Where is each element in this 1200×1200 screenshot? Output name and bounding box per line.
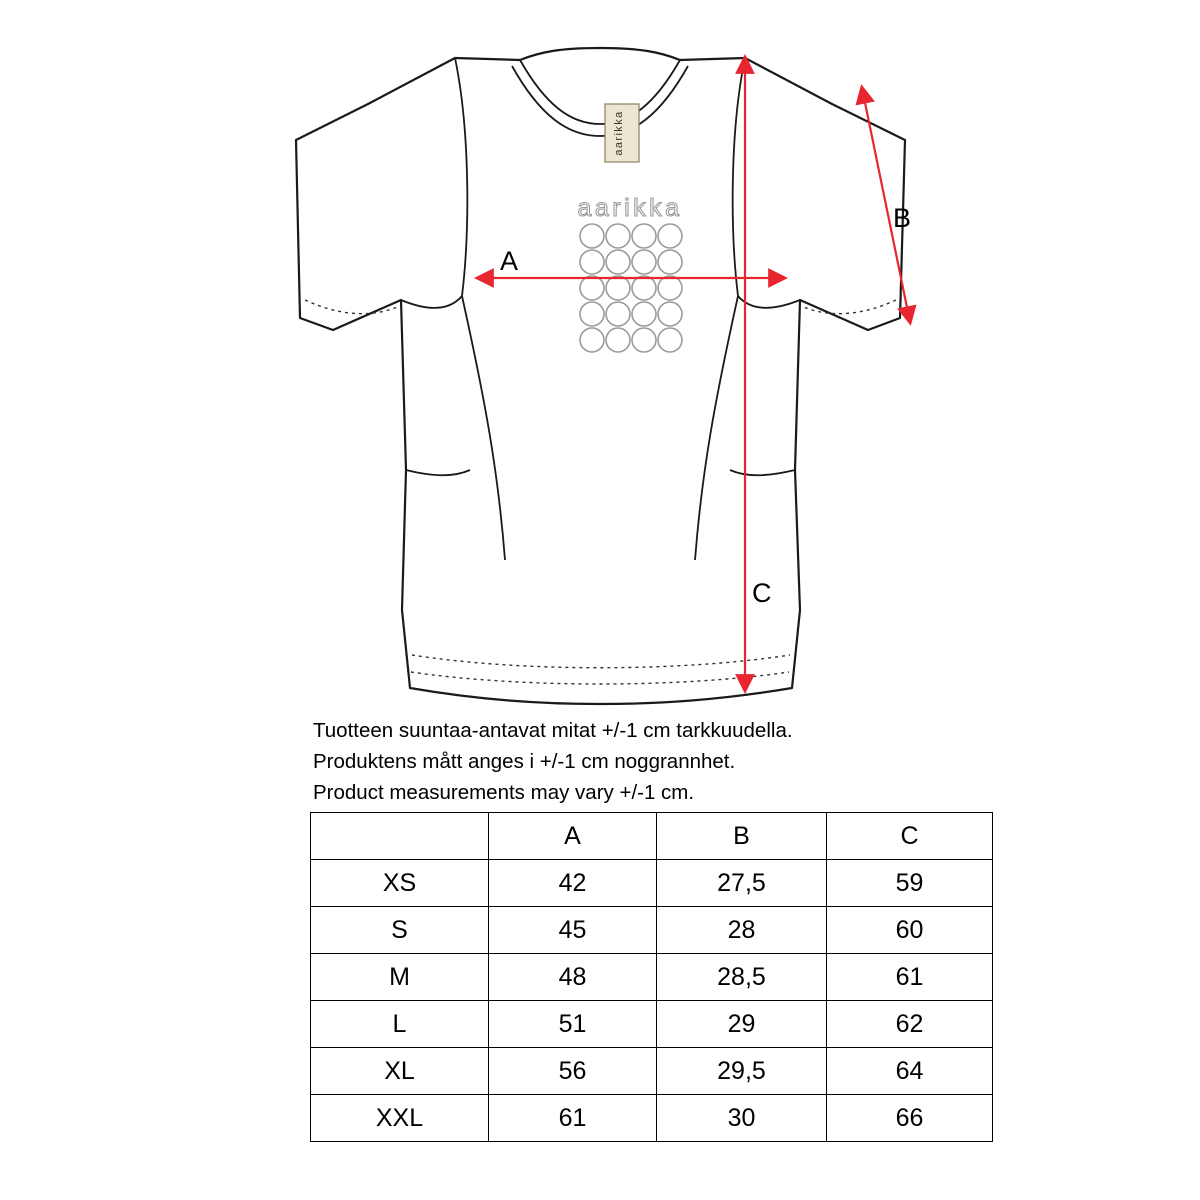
table-row [311,860,993,907]
cell-b: 30 [657,1095,827,1142]
table-row [311,1048,993,1095]
cell-b: 27,5 [657,860,827,907]
cell-c: 59 [827,860,993,907]
cell-a: 48 [489,954,657,1001]
measurement-notes [313,718,1013,811]
cell-a: 45 [489,907,657,954]
table-header-a: A [489,813,657,860]
dimension-label-b: B [893,203,912,233]
cell-size: L [311,1001,489,1048]
note-line-fi: Tuotteen suuntaa-antavat mitat +/-1 cm tarkkuudella. [313,719,793,742]
cell-a: 51 [489,1001,657,1048]
dimension-label-a: A [500,246,519,276]
cell-size: S [311,907,489,954]
table-header-size [311,813,489,860]
note-line-en: Product measurements may vary +/-1 cm. [313,781,695,804]
neck-tag [605,104,639,162]
cell-a: 56 [489,1048,657,1095]
table-header-row [311,813,993,860]
table-row [311,907,993,954]
cell-a: 61 [489,1095,657,1142]
chest-print-logo [577,194,682,222]
size-measurement-table [310,812,993,1142]
tshirt-body-outline [296,48,905,704]
neck-tag-text: aarikka [613,110,625,156]
table-row [311,1001,993,1048]
cell-c: 62 [827,1001,993,1048]
table-header-c: C [827,813,993,860]
cell-size: XL [311,1048,489,1095]
chest-print-wordmark: aarikka [577,194,683,222]
table-header-b: B [657,813,827,860]
cell-c: 66 [827,1095,993,1142]
cell-c: 64 [827,1048,993,1095]
cell-size: XS [311,860,489,907]
cell-b: 28 [657,907,827,954]
table-row [311,1095,993,1142]
cell-b: 28,5 [657,954,827,1001]
note-line-sv: Produktens mått anges i +/-1 cm noggrannhet. [313,750,736,773]
cell-b: 29,5 [657,1048,827,1095]
dimension-label-c: C [752,578,772,608]
cell-c: 61 [827,954,993,1001]
table-row [311,954,993,1001]
cell-c: 60 [827,907,993,954]
cell-size: XXL [311,1095,489,1142]
cell-size: M [311,954,489,1001]
cell-b: 29 [657,1001,827,1048]
cell-a: 42 [489,860,657,907]
